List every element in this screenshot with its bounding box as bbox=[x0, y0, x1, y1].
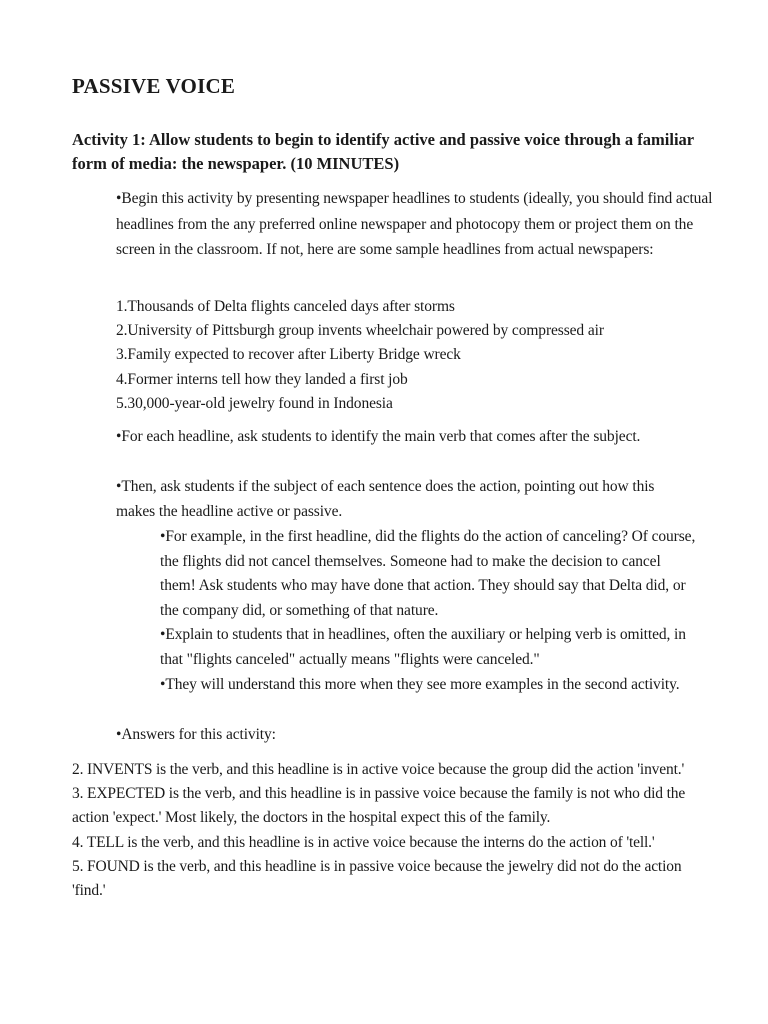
sub-bullet-example: •For example, in the first headline, did the flights do the action of canceling? Of course, the flights did not cancel themselves. Someone had to make the decision to cancel them! Ask students who may have done that action. They should say that Delta did, or the company did, or something of that nature. bbox=[160, 528, 696, 619]
answers-section bbox=[72, 758, 708, 903]
list-item: 3.Family expected to recover after Liberty Bridge wreck bbox=[116, 346, 461, 364]
sub-bullet-auxiliary: •Explain to students that in headlines, often the auxiliary or helping verb is omitted, in that "flights canceled" actually means "flights were canceled." bbox=[160, 626, 686, 668]
bullet-answers: •Answers for this activity: bbox=[116, 726, 276, 743]
answer-item: 4. TELL is the verb, and this headline is in active voice because the interns do the action of 'tell.' bbox=[72, 833, 655, 851]
list-item: 5.30,000-year-old jewelry found in Indonesia bbox=[116, 394, 393, 412]
activity-heading: Activity 1: Allow students to begin to identify active and passive voice through a familiar form of media: the newspaper. (10 MINUTES) bbox=[72, 130, 694, 173]
answer-item: 2. INVENTS is the verb, and this headline is in active voice because the group did the action 'invent.' bbox=[72, 761, 685, 778]
list-item: 1.Thousands of Delta flights canceled days after storms bbox=[116, 298, 455, 315]
sub-bullet-understand: •They will understand this more when they see more examples in the second activity. bbox=[160, 676, 680, 693]
bullet-main-verb: •For each headline, ask students to identify the main verb that comes after the subject. bbox=[116, 428, 641, 445]
bullet-subject-action: •Then, ask students if the subject of each sentence does the action, pointing out how this makes the headline active or passive. bbox=[116, 478, 655, 520]
intro-paragraph: •Begin this activity by presenting newspaper headlines to students (ideally, you should find actual headlines from the any preferred online newspaper and photocopy them or project them on the screen in the classroom. If not, here are some sample headlines from actual newspapers: bbox=[116, 190, 713, 258]
list-item: 4.Former interns tell how they landed a first job bbox=[116, 370, 408, 388]
headline-list bbox=[116, 295, 716, 416]
answer-item: 5. FOUND is the verb, and this headline is in passive voice because the jewelry did not do the action 'find.' bbox=[72, 857, 682, 900]
page-title: PASSIVE VOICE bbox=[72, 74, 236, 98]
answer-item: 3. EXPECTED is the verb, and this headline is in passive voice because the family is not who did the action 'expect.' Most likely, the doctors in the hospital expect this of the family. bbox=[72, 785, 686, 827]
list-item: 2.University of Pittsburgh group invents wheelchair powered by compressed air bbox=[116, 322, 604, 340]
